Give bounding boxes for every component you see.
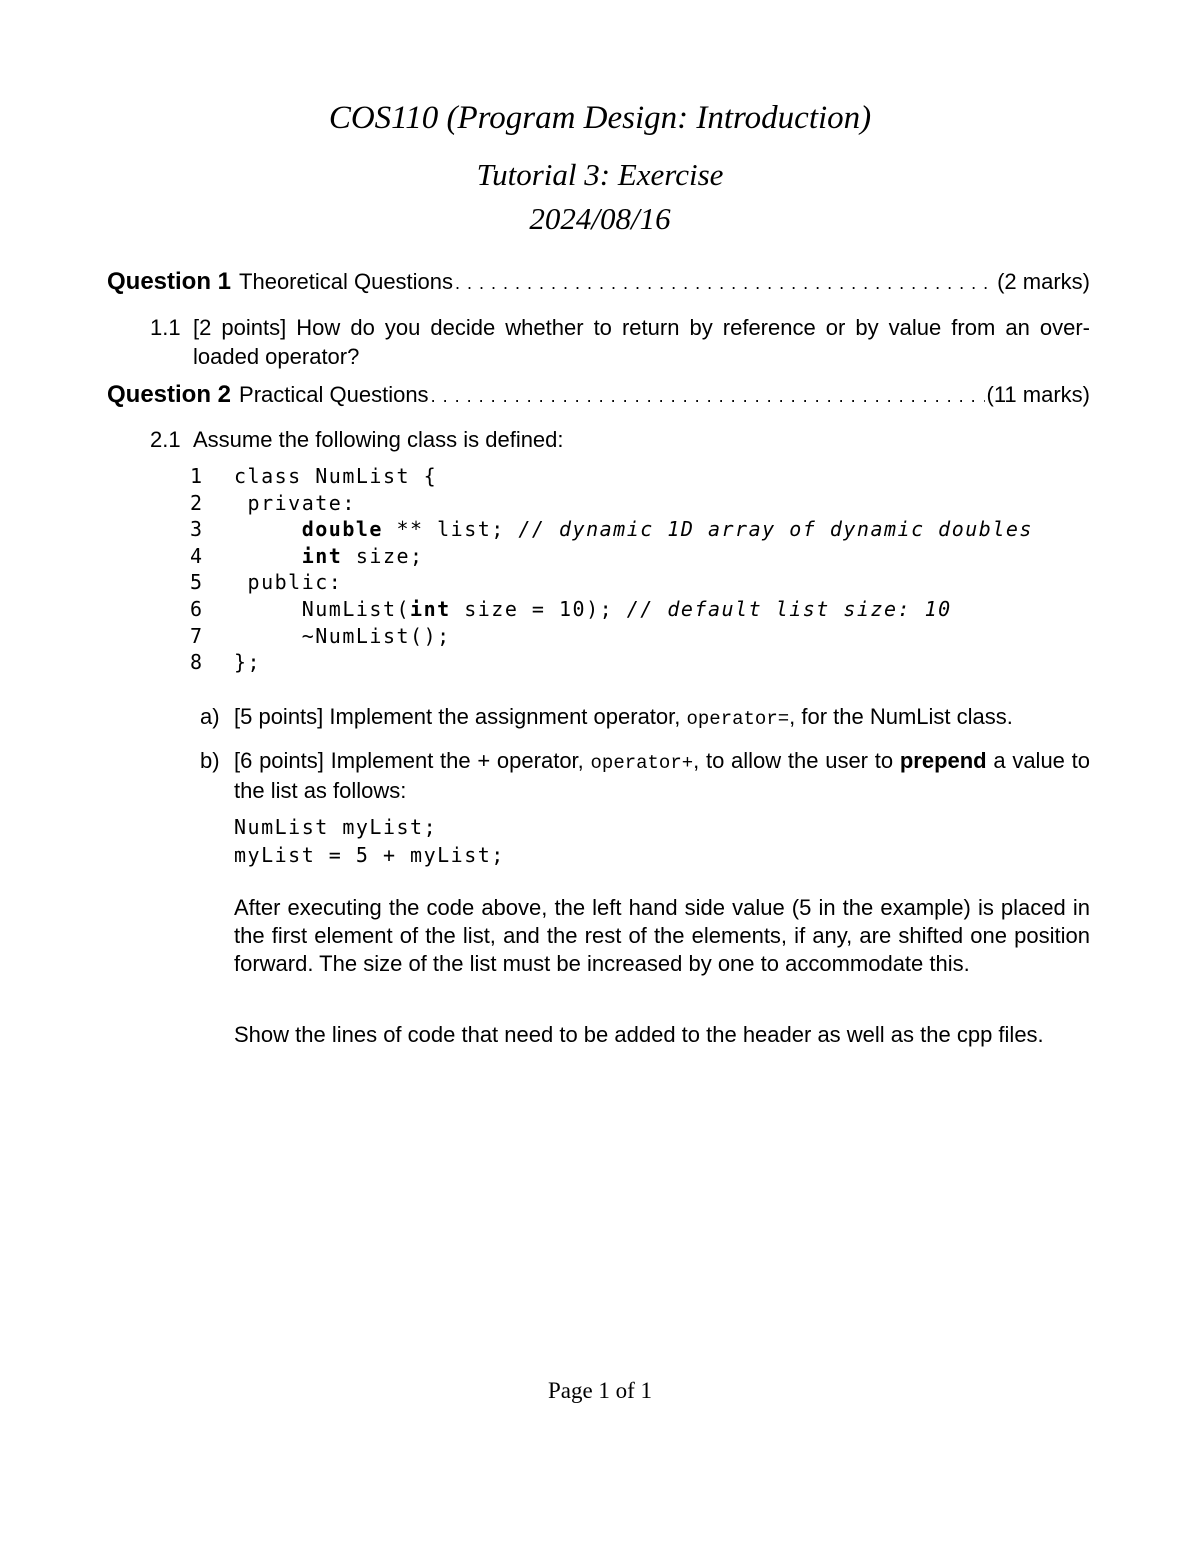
code-comment: // dynamic 1D array of dynamic doubles <box>518 517 1033 542</box>
part-b-explanation: After executing the code above, the left hand side value (5 in the example) is placed in the first element of the list, and the rest of the elements, if any, are shifted one position forward. The size of the list must be increased by one to accommodate this. <box>234 895 1090 976</box>
question-2-1-text: Assume the following class is defined: <box>193 427 564 452</box>
course-title: COS110 (Program Design: Introduction) <box>328 100 872 136</box>
question-1-1-text: How do you decide whether to return by reference or by value from an over-loaded operator? <box>193 315 1090 369</box>
page-number: Page 1 of 1 <box>547 1378 653 1403</box>
part-b-operator: operator+ <box>590 752 694 774</box>
part-a-points: [5 points] <box>234 704 324 729</box>
part-b-text-after: a value to the list as follows: <box>234 748 1090 803</box>
part-b-label: b) <box>200 748 220 773</box>
snippet-line: myList = 5 + myList; <box>234 843 505 867</box>
line-number: 8 <box>190 650 204 675</box>
code-line <box>190 516 1033 543</box>
code-comment: // default list size: 10 <box>626 596 952 621</box>
line-number: 3 <box>190 517 204 542</box>
code-text: ** list; <box>382 517 519 542</box>
question-2-title: Practical Questions <box>239 382 429 407</box>
code-keyword: double <box>301 517 383 542</box>
part-b <box>200 747 1090 805</box>
question-1-heading <box>107 268 1090 296</box>
line-number: 1 <box>190 464 204 488</box>
part-b-text-mid: , to allow the user to <box>693 748 894 773</box>
question-2-heading <box>107 381 1090 409</box>
code-text: public: <box>234 570 343 595</box>
code-text <box>234 544 302 568</box>
line-number: 4 <box>190 543 204 568</box>
question-1-1 <box>150 313 1090 371</box>
line-number: 5 <box>190 570 204 595</box>
code-text: class NumList { <box>234 464 438 488</box>
question-2-1-label: 2.1 <box>150 427 181 452</box>
part-b-instruction: Show the lines of code that need to be added to the header as well as the cpp files. <box>234 1022 1044 1047</box>
usage-snippet <box>234 813 505 869</box>
part-a-text-before: Implement the assignment operator, <box>329 704 681 729</box>
part-b-emphasis: prepend <box>899 748 987 773</box>
question-2-1 <box>150 425 1090 454</box>
code-text: }; <box>234 650 262 675</box>
tutorial-title: Tutorial 3: Exercise <box>476 157 724 192</box>
part-b-points: [6 points] <box>234 748 324 773</box>
leader-dots <box>431 386 985 407</box>
code-line <box>190 463 1033 490</box>
question-1-1-label: 1.1 <box>150 315 181 340</box>
line-number: 7 <box>190 623 204 648</box>
code-text: NumList( <box>234 596 411 621</box>
code-listing <box>190 463 1033 676</box>
code-line <box>190 596 1033 623</box>
question-1-1-points: [2 points] <box>193 315 287 340</box>
part-b-text-before: Implement the + operator, <box>330 748 584 773</box>
question-1-marks: (2 marks) <box>997 269 1090 294</box>
code-line <box>190 649 1033 676</box>
question-1-title: Theoretical Questions <box>239 269 454 294</box>
code-line <box>190 543 1033 570</box>
part-a-label: a) <box>200 704 220 729</box>
document-date: 2024/08/16 <box>529 201 671 236</box>
code-text: private: <box>234 490 356 515</box>
part-a-text-after: , for the NumList class. <box>789 704 1013 729</box>
code-keyword: int <box>410 596 451 621</box>
code-text: ~NumList(); <box>234 623 451 648</box>
snippet-line: NumList myList; <box>234 815 438 839</box>
code-text <box>234 517 302 541</box>
line-number: 6 <box>190 596 204 621</box>
leader-dots <box>455 273 995 294</box>
code-line <box>190 490 1033 517</box>
code-line <box>190 623 1033 650</box>
code-text: size; <box>342 543 424 568</box>
line-number: 2 <box>190 490 204 515</box>
part-a-operator: operator= <box>686 708 790 730</box>
code-line <box>190 569 1033 596</box>
question-2-marks: (11 marks) <box>986 382 1090 407</box>
question-1-number: Question 1 <box>107 268 232 295</box>
code-keyword: int <box>301 543 343 568</box>
code-text: size = 10); <box>450 596 627 621</box>
part-a <box>200 703 1090 733</box>
question-2-number: Question 2 <box>107 381 232 408</box>
